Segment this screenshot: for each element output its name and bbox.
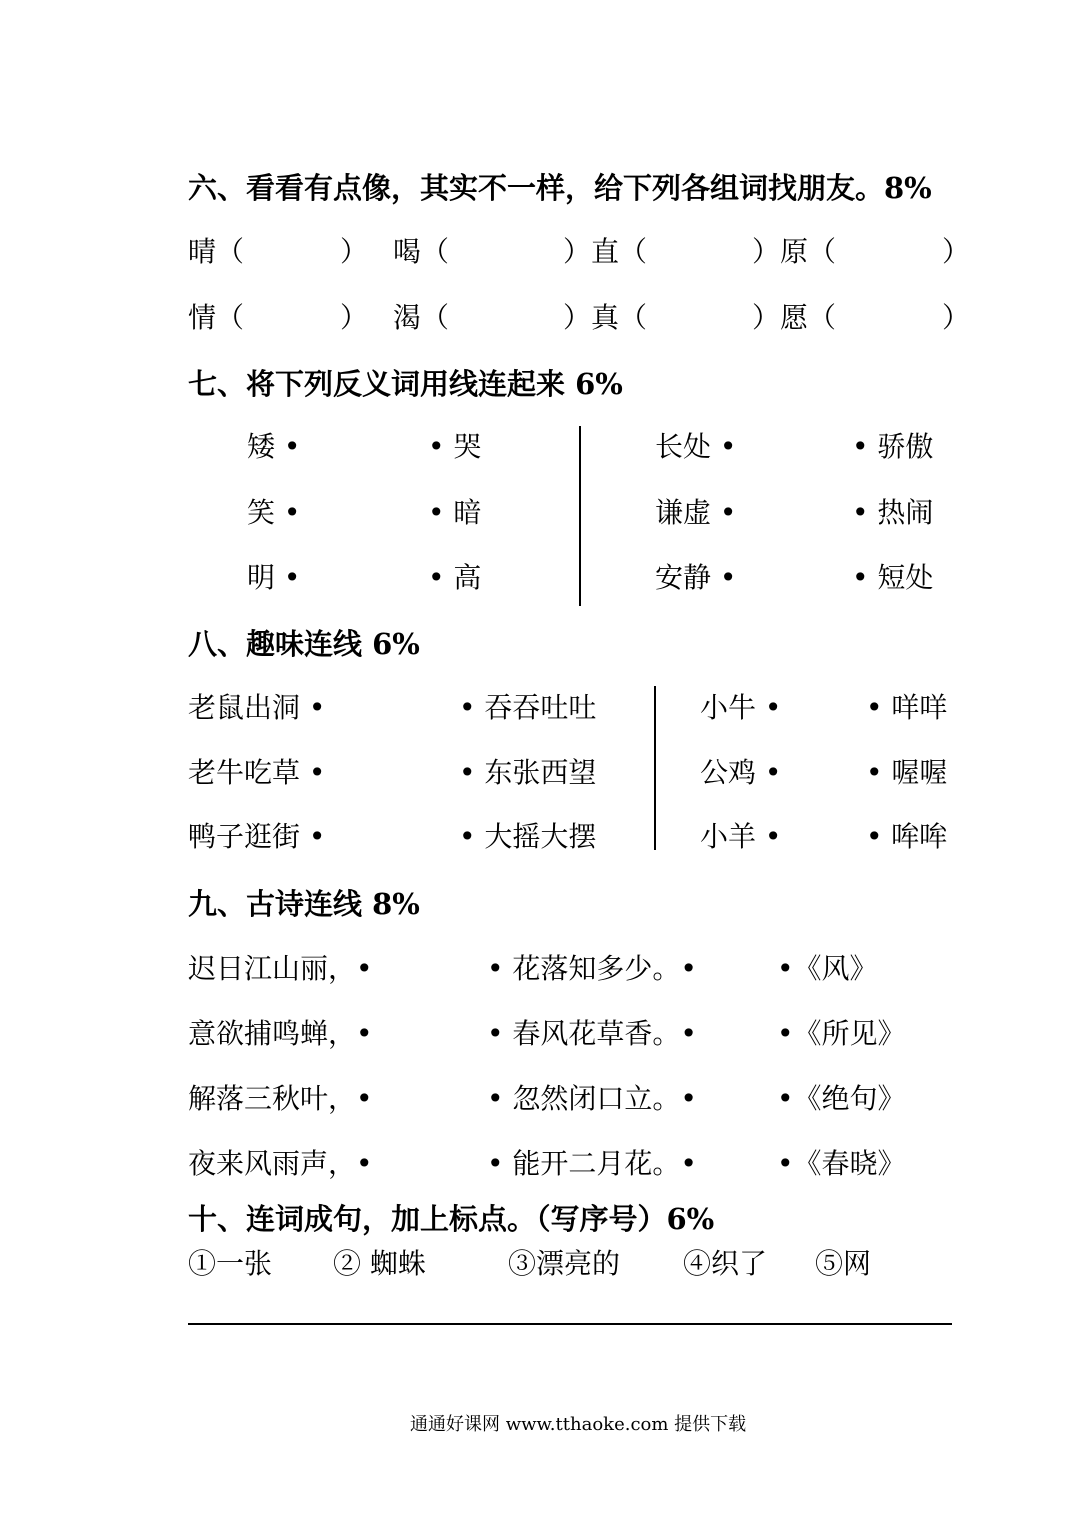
s10-word-4: ④织了 (683, 1247, 768, 1280)
s7-left-b-3: • 高 (428, 561, 482, 594)
s7-left-b-1: • 哭 (428, 430, 482, 463)
s10-word-5: ⑤网 (815, 1247, 872, 1280)
footer-text: 通通好课网 www.tthaoke.com 提供下载 (410, 1414, 747, 1435)
s6-r1-he: 喝（ (393, 235, 450, 268)
s9-line-3: 解落三秋叶，• (188, 1082, 373, 1115)
s8-left-b-2: • 东张西望 (459, 756, 597, 789)
s7-right-a-1: 长处 • (655, 430, 737, 463)
s8-divider (654, 686, 656, 850)
s6-r2-ke: 渴（ (393, 301, 450, 334)
s7-divider (579, 426, 581, 606)
answer-line (188, 1323, 952, 1325)
s9-verse-3: • 忽然闭口立。• (487, 1082, 697, 1115)
s8-right-b-3: • 哞哞 (866, 820, 948, 853)
section-8-heading: 八、趣味连线 6% (188, 627, 420, 661)
s6-r2-qing: 情（ (188, 301, 245, 334)
s9-line-2: 意欲捕鸣蝉，• (188, 1017, 373, 1050)
s8-left-a-2: 老牛吃草 • (188, 756, 326, 789)
s9-title-1: •《风》 (777, 952, 878, 985)
s7-left-b-2: • 暗 (428, 496, 482, 529)
s6-r2-yuan: ）愿（ (752, 301, 837, 334)
s6-r1-close4: ） (942, 235, 971, 268)
s9-title-4: •《春晓》 (777, 1147, 906, 1180)
section-9-heading: 九、古诗连线 8% (188, 887, 420, 921)
s7-left-a-1: 矮 • (247, 430, 301, 463)
section-6-heading: 六、看看有点像，其实不一样，给下列各组词找朋友。8% (188, 171, 932, 205)
s7-right-a-2: 谦虚 • (655, 496, 737, 529)
s8-right-a-2: 公鸡 • (700, 756, 782, 789)
s8-left-b-1: • 吞吞吐吐 (459, 691, 597, 724)
s8-left-a-1: 老鼠出洞 • (188, 691, 326, 724)
s9-verse-2: • 春风花草香。• (487, 1017, 697, 1050)
s9-line-4: 夜来风雨声，• (188, 1147, 373, 1180)
s6-r2-close4: ） (942, 301, 971, 334)
s6-r2-zhen: ）真（ (563, 301, 648, 334)
s7-right-b-3: • 短处 (852, 561, 934, 594)
s6-r1-zhi: ）直（ (563, 235, 648, 268)
s8-left-a-3: 鸭子逛街 • (188, 820, 326, 853)
s8-right-a-1: 小牛 • (700, 691, 782, 724)
s9-verse-4: • 能开二月花。• (487, 1147, 697, 1180)
s7-right-a-3: 安静 • (655, 561, 737, 594)
s8-left-b-3: • 大摇大摆 (459, 820, 597, 853)
s6-r1-qing: 晴（ (188, 235, 245, 268)
s10-word-3: ③漂亮的 (508, 1247, 621, 1280)
s9-line-1: 迟日江山丽，• (188, 952, 373, 985)
s6-r1-close1: ） (340, 235, 369, 268)
s9-title-2: •《所见》 (777, 1017, 906, 1050)
s8-right-b-2: • 喔喔 (866, 756, 948, 789)
s10-word-2: ② 蜘蛛 (333, 1247, 426, 1280)
s7-left-a-2: 笑 • (247, 496, 301, 529)
section-10-heading: 十、连词成句，加上标点。（写序号）6% (188, 1202, 715, 1236)
s8-right-a-3: 小羊 • (700, 820, 782, 853)
section-7-heading: 七、将下列反义词用线连起来 6% (188, 367, 623, 401)
s8-right-b-1: • 咩咩 (866, 691, 948, 724)
s9-title-3: •《绝句》 (777, 1082, 906, 1115)
s7-right-b-2: • 热闹 (852, 496, 934, 529)
s7-left-a-3: 明 • (247, 561, 301, 594)
s10-word-1: ①一张 (188, 1247, 273, 1280)
s6-r2-close1: ） (340, 301, 369, 334)
s6-r1-yuan: ）原（ (752, 235, 837, 268)
s9-verse-1: • 花落知多少。• (487, 952, 697, 985)
s7-right-b-1: • 骄傲 (852, 430, 934, 463)
